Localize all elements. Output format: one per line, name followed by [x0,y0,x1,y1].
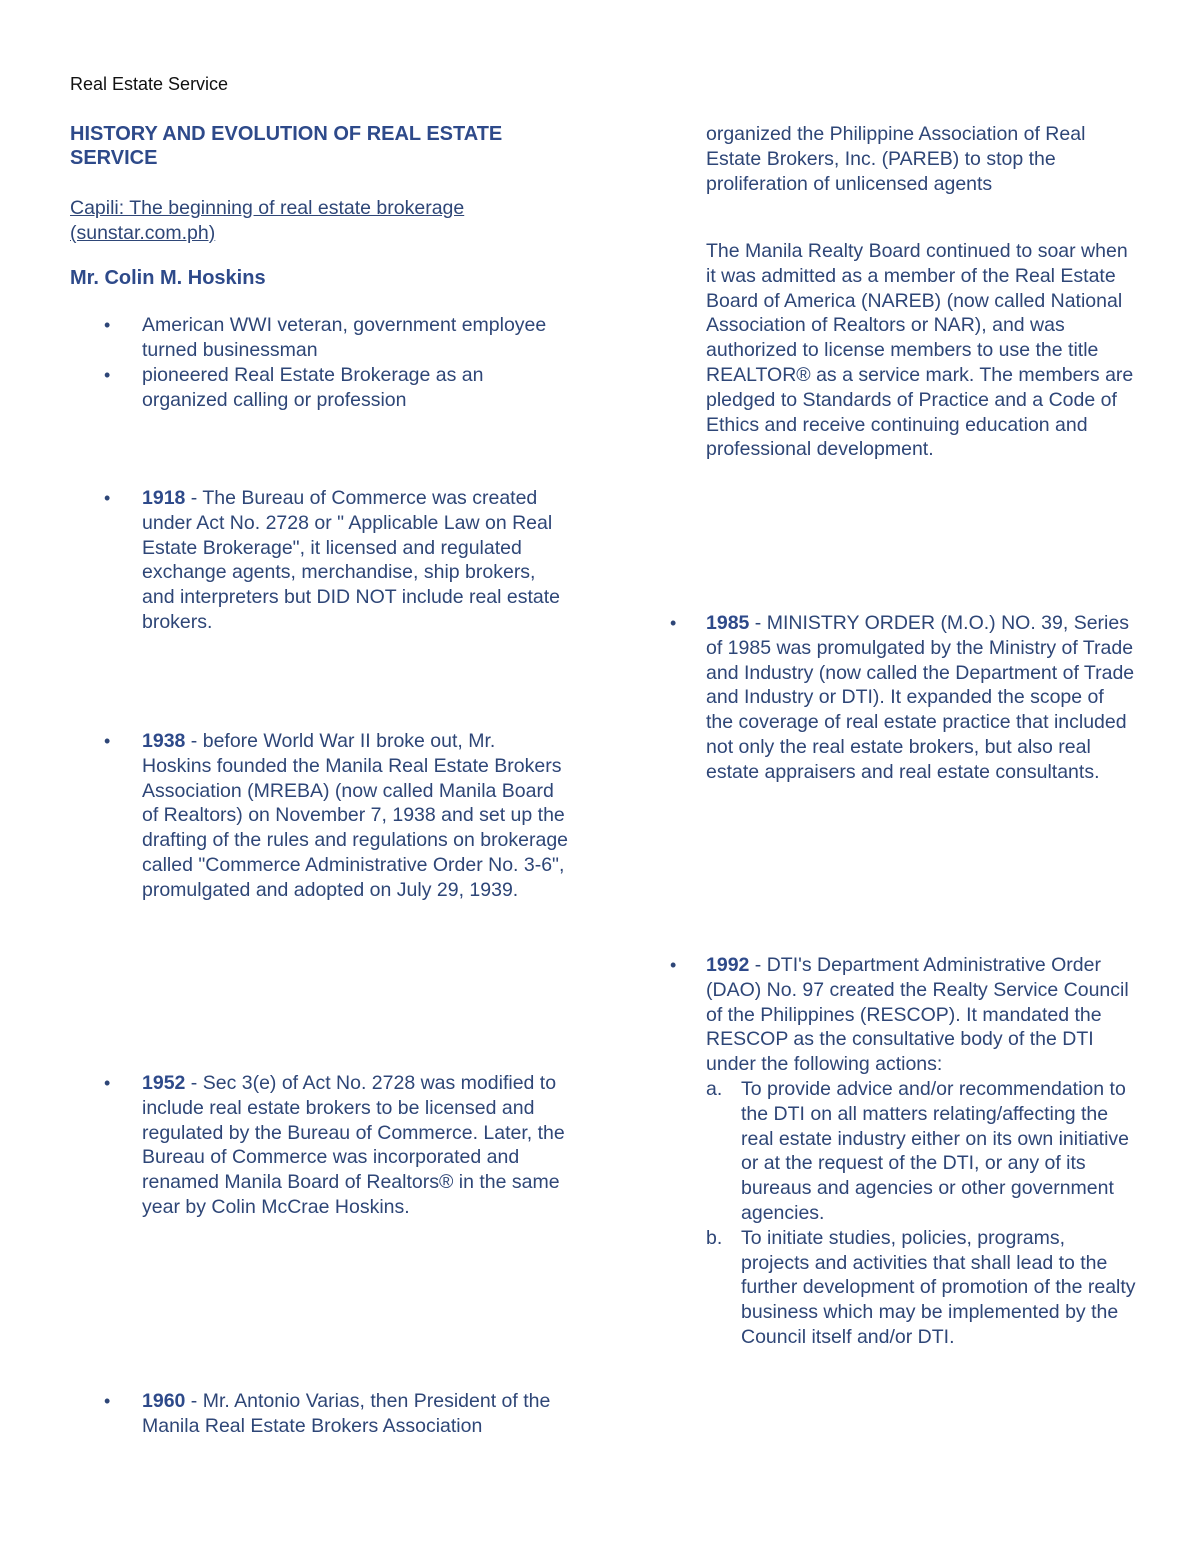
list-marker: a. [706,1077,723,1100]
bullet-icon: • [104,731,111,751]
event-text: - before World War II broke out, Mr. Hoskins founded the Manila Real Estate Brokers Association (MREBA) (now called Manila Board of Realtors) on November 7, 1938 and set up the drafting of the rules and regulations on brokerage called "Commerce Administrative Order No. 3-6", promulgated and adopted on July 29, 1939. [142,730,569,901]
list-item-text: pioneered Real Estate Brokerage as an organized calling or profession [142,363,484,411]
list-item [70,313,570,363]
list-item-text: American WWI veteran, government employee turned businessman [142,314,547,362]
event-text: - The Bureau of Commerce was created under Act No. 2728 or " Applicable Law on Real Estate Brokerage", it licensed and regulated exchange agents, merchandise, ship brokers, and interpreters but DID NOT include real estate brokers. [142,487,561,633]
left-column [70,122,570,413]
event-1918 [70,486,570,635]
event-year: 1992 [706,954,750,976]
list-item-text: To provide advice and/or recommendation to the DTI on all matters relating/affecting the real estate industry either on its own initiative or at the request of the DTI, or any of its bureaus and agencies or other government agencies. [741,1077,1130,1224]
event-year: 1960 [142,1390,186,1412]
list-item [706,1226,1136,1350]
event-year: 1952 [142,1072,186,1094]
source-link[interactable] [70,196,570,246]
bullet-icon: • [104,488,111,508]
continuation-paragraph: organized the Philippine Association of Real Estate Brokers, Inc. (PAREB) to stop the proliferation of unlicensed agents [706,123,1086,195]
event-1985 [670,611,1136,785]
bullet-icon: • [104,315,111,336]
document-title [70,122,570,170]
event-1992 [670,953,1136,1350]
bullet-icon: • [104,1391,111,1411]
title-line-2: SERVICE [70,147,158,169]
bullet-icon: • [670,613,677,633]
event-text: - Mr. Antonio Varias, then President of the Manila Real Estate Brokers Association [142,1390,551,1437]
title-line-1: HISTORY AND EVOLUTION OF REAL ESTATE [70,123,503,145]
intro-bullet-list [70,313,570,412]
event-text: - MINISTRY ORDER (M.O.) NO. 39, Series of 1985 was promulgated by the Ministry of Trade and Industry (now called the Department of Trade and Industry or DTI). It expanded the scope of the coverage of real estate practice that included not only the real estate brokers, but also real estate appraisers and real estate consultants. [706,612,1135,783]
bullet-icon: • [670,955,677,975]
bullet-icon: • [104,364,111,385]
rescop-actions-list [706,1077,1136,1350]
page-header: Real Estate Service [70,74,229,94]
list-item [706,1077,1136,1226]
event-1952 [70,1071,570,1220]
list-item [70,363,570,413]
list-marker: b. [706,1226,723,1249]
event-year: 1918 [142,487,186,509]
event-year: 1985 [706,612,750,634]
list-item-text: To initiate studies, policies, programs, projects and activities that shall lead to the further development of promotion of the realty business which may be implemented by the Council itself and/or DTI. [741,1226,1136,1348]
event-text: - Sec 3(e) of Act No. 2728 was modified to include real estate brokers to be licensed and regulated by the Bureau of Commerce. Later, the Bureau of Commerce was incorporated and renamed Manila Board of Realtors® in the same year by Colin McCrae Hoskins. [142,1072,565,1218]
event-1960 [70,1389,570,1439]
event-1938 [70,729,570,903]
manila-realty-paragraph: The Manila Realty Board continued to soar when it was admitted as a member of the Real Estate Board of America (NAREB) (now called National Association of Realtors or NAR), and was authorized to license members to use the title REALTOR® as a service mark. The members are pledged to Standards of Practice and a Code of Ethics and receive continuing education and professional development. [706,240,1134,461]
bullet-icon: • [104,1073,111,1093]
event-year: 1938 [142,730,186,752]
person-heading: Mr. Colin M. Hoskins [70,266,266,289]
source-link-line-1[interactable]: Capili: The beginning of real estate brokerage [70,197,465,219]
source-link-line-2[interactable]: (sunstar.com.ph) [70,221,216,244]
event-text: - DTI's Department Administrative Order (DAO) No. 97 created the Realty Service Council of the Philippines (RESCOP). It mandated the RESCOP as the consultative body of the DTI under the following actions: [706,954,1129,1076]
